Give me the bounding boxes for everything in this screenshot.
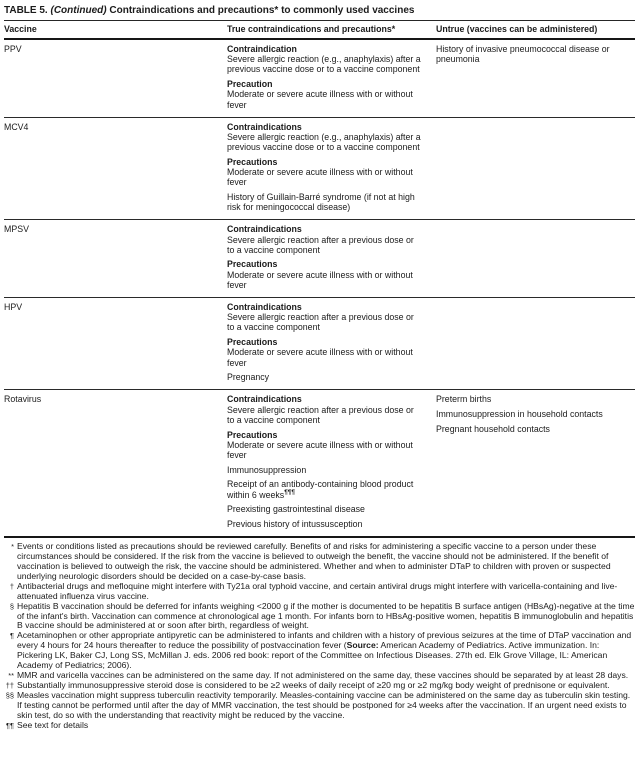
footnote-text [17,542,635,582]
footnote-segment: Acetaminophen or other appropriate antipyretic can be administered to infants and children with a history of previous seizures at the time of DTaP vaccination and every 4 hours for 24 hours thereafter to reduce the possibility of postvaccination fever ( [17,630,632,651]
item-heading: Precautions [227,429,278,440]
table-title-text: Contraindications and precautions* to commonly used vaccines [109,5,415,16]
footnote [4,602,635,632]
table-row [4,40,635,118]
untrue-item: History of invasive pneumococcal disease or pneumonia [436,44,610,65]
footnote-ref: ¶¶¶ [284,488,295,496]
contraindication-item [227,394,423,425]
contraindication-item [227,44,423,75]
untrue-item: Preterm births [436,394,492,405]
item-text: Receipt of an antibody-containing blood product within 6 weeks¶¶¶ [227,479,414,500]
precaution-item [227,465,423,475]
untrue-cell [436,224,635,290]
table-row [4,390,635,536]
footnote-marker: † [9,581,14,591]
footnote-marker: § [9,601,14,611]
table-title-prefix: TABLE 5. [4,5,48,16]
item-text: Severe allergic reaction after a previous dose or to a vaccine component [227,234,414,255]
item-heading: Precautions [227,156,278,167]
untrue-item: Pregnant household contacts [436,423,550,434]
item-text: Immunosuppression [227,464,307,475]
item-text: Previous history of intussusception [227,519,363,530]
item-text: Moderate or severe acute illness with or without fever [227,347,413,368]
item-text: Severe allergic reaction (e.g., anaphylaxis) after a previous vaccine dose or to a vaccine component [227,54,421,75]
table-title-continued: (Continued) [50,5,107,16]
footnote-segment: See text for details [17,719,89,730]
contraindication-item [227,302,423,333]
table-header-row [4,20,635,40]
vaccine-name: MPSV [4,224,29,235]
footnote-segment: Hepatitis B vaccination should be deferred for infants weighing <2000 g if the mother is documented to be hepatitis B surface antigen (HBsAg)-negative at the time of the infant's birth. Vaccination can commence at chronological age 1 month. For infants born to HBsAg-positive women, hepatitis B immunoglobulin and hepatitis B vaccine should be administered at or soon after birth, regardless of weight. [17,600,635,631]
item-text: Moderate or severe acute illness with or without fever [227,167,413,188]
vaccine-name: Rotavirus [4,394,42,405]
footnote-segment: Antibacterial drugs and mefloquine might interfere with Ty21a oral typhoid vaccine, and certain antiviral drugs might interfere with varicella-containing and live-attenuated influenza virus vaccine. [17,580,618,601]
untrue-cell [436,122,635,213]
contraindication-item [227,337,423,368]
item-heading: Contraindications [227,121,302,132]
footnote [4,542,635,582]
item-text: Moderate or severe acute illness with or without fever [227,269,413,290]
contraindication-item [227,79,423,110]
true-contraindications-cell [227,394,436,529]
contraindication-item [227,122,423,153]
true-contraindications-cell [227,44,436,110]
item-heading: Contraindications [227,224,302,235]
column-header-untrue: Untrue (vaccines can be administered) [436,24,598,34]
item-text: Severe allergic reaction (e.g., anaphylaxis) after a previous vaccine dose or to a vaccine component [227,131,421,153]
precaution-item [227,192,423,212]
footnote-segment: Events or conditions listed as precautions should be reviewed carefully. Benefits of and risks for administering a specific vaccine to a person under these circumstances should be considered. If the risk from the vaccine is believed to outweigh the benefit, the vaccine should not be administered. If the benefit of vaccination is believed to outweigh the risk, the vaccine should be administered. Whether and when to administer DTaP to children with proven or suspected underlying neurologic disorders should be decided on a case-by-case basis. [17,541,611,581]
item-text: History of Guillain-Barré syndrome (if not at high risk for meningococcal disease) [227,191,415,213]
true-contraindications-cell [227,302,436,382]
table-row [4,220,635,298]
footnote-segment: Measles vaccination might suppress tuberculin reactivity temporarily. Measles-containing vaccine can be administered on the same day as tuberculin skin testing. If testing cannot be performed until after the day of MMR vaccination, the test should be postponed for ≥4 weeks after the vaccination. If an urgent need exists to skin test, do so with the understanding that reactivity might be reduced by the vaccine. [17,689,631,720]
footnote [4,691,635,721]
footnote-marker: ** [8,671,14,680]
untrue-cell [436,394,635,529]
footnote-text [17,602,635,632]
item-text: Moderate or severe acute illness with or without fever [227,89,413,110]
item-heading: Contraindication [227,44,297,54]
vaccine-name: MCV4 [4,121,29,132]
vaccine-name: HPV [4,302,23,313]
column-header-vaccine: Vaccine [4,24,37,34]
table-title [4,4,635,20]
footnote-marker: §§ [5,690,14,700]
item-heading: Contraindications [227,302,302,313]
column-header-true-contraindications: True contraindications and precautions* [227,24,396,34]
item-text: Moderate or severe acute illness with or without fever [227,439,413,460]
footnote-text [17,631,635,671]
footnote [4,582,635,602]
precaution-item [227,504,423,514]
untrue-cell [436,44,635,110]
true-contraindications-cell [227,122,436,213]
footnote-segment: Substantially immunosuppressive steroid dose is considered to be ≥2 weeks of daily receipt of ≥20 mg or ≥2 mg/kg body weight of prednisone or equivalent. [17,679,610,690]
footnote-text [17,691,635,721]
table-row [4,118,635,221]
item-heading: Precaution [227,79,273,90]
footnote-marker: ¶ [10,631,14,641]
precaution-item [227,372,423,382]
untrue-cell [436,302,635,382]
vaccine-table-body [4,40,635,538]
footnote-segment: Source: [346,640,379,651]
precaution-item [227,519,423,529]
untrue-item: Immunosuppression in household contacts [436,409,603,420]
item-text: Severe allergic reaction after a previous dose or to a vaccine component [227,312,414,333]
footnote [4,721,635,731]
precaution-item [227,479,423,499]
footnote-marker: * [11,542,14,552]
item-heading: Precautions [227,337,278,348]
footnote-marker: †† [5,680,14,690]
item-heading: Contraindications [227,394,302,405]
contraindication-item [227,224,423,255]
footnote [4,631,635,671]
contraindication-item [227,157,423,188]
item-text: Severe allergic reaction after a previous dose or to a vaccine component [227,404,414,425]
footnote-marker: ¶¶ [6,720,14,730]
footnote-text [17,582,635,602]
footnote-segment: American Academy of Pediatrics. Active immunization. In: Pickering LK, Baker CJ, Long SS, McMillan J. eds. 2006 red book: report of the Committee on Infectious Diseases. 27th ed. Elk Grove Village, IL: American Academy of Pediatrics; 2006). [17,640,608,671]
vaccine-name: PPV [4,44,22,54]
footnote-segment: MMR and varicella vaccines can be administered on the same day. If not administered on the same day, these vaccines should be separated by at least 28 days. [17,670,629,680]
contraindication-item [227,430,423,461]
footnotes [4,538,635,730]
footnote-text [17,721,635,731]
table-row [4,298,635,390]
true-contraindications-cell [227,224,436,290]
item-text: Pregnancy [227,372,270,383]
item-text: Preexisting gastrointestinal disease [227,504,365,515]
item-heading: Precautions [227,259,278,270]
contraindication-item [227,259,423,290]
